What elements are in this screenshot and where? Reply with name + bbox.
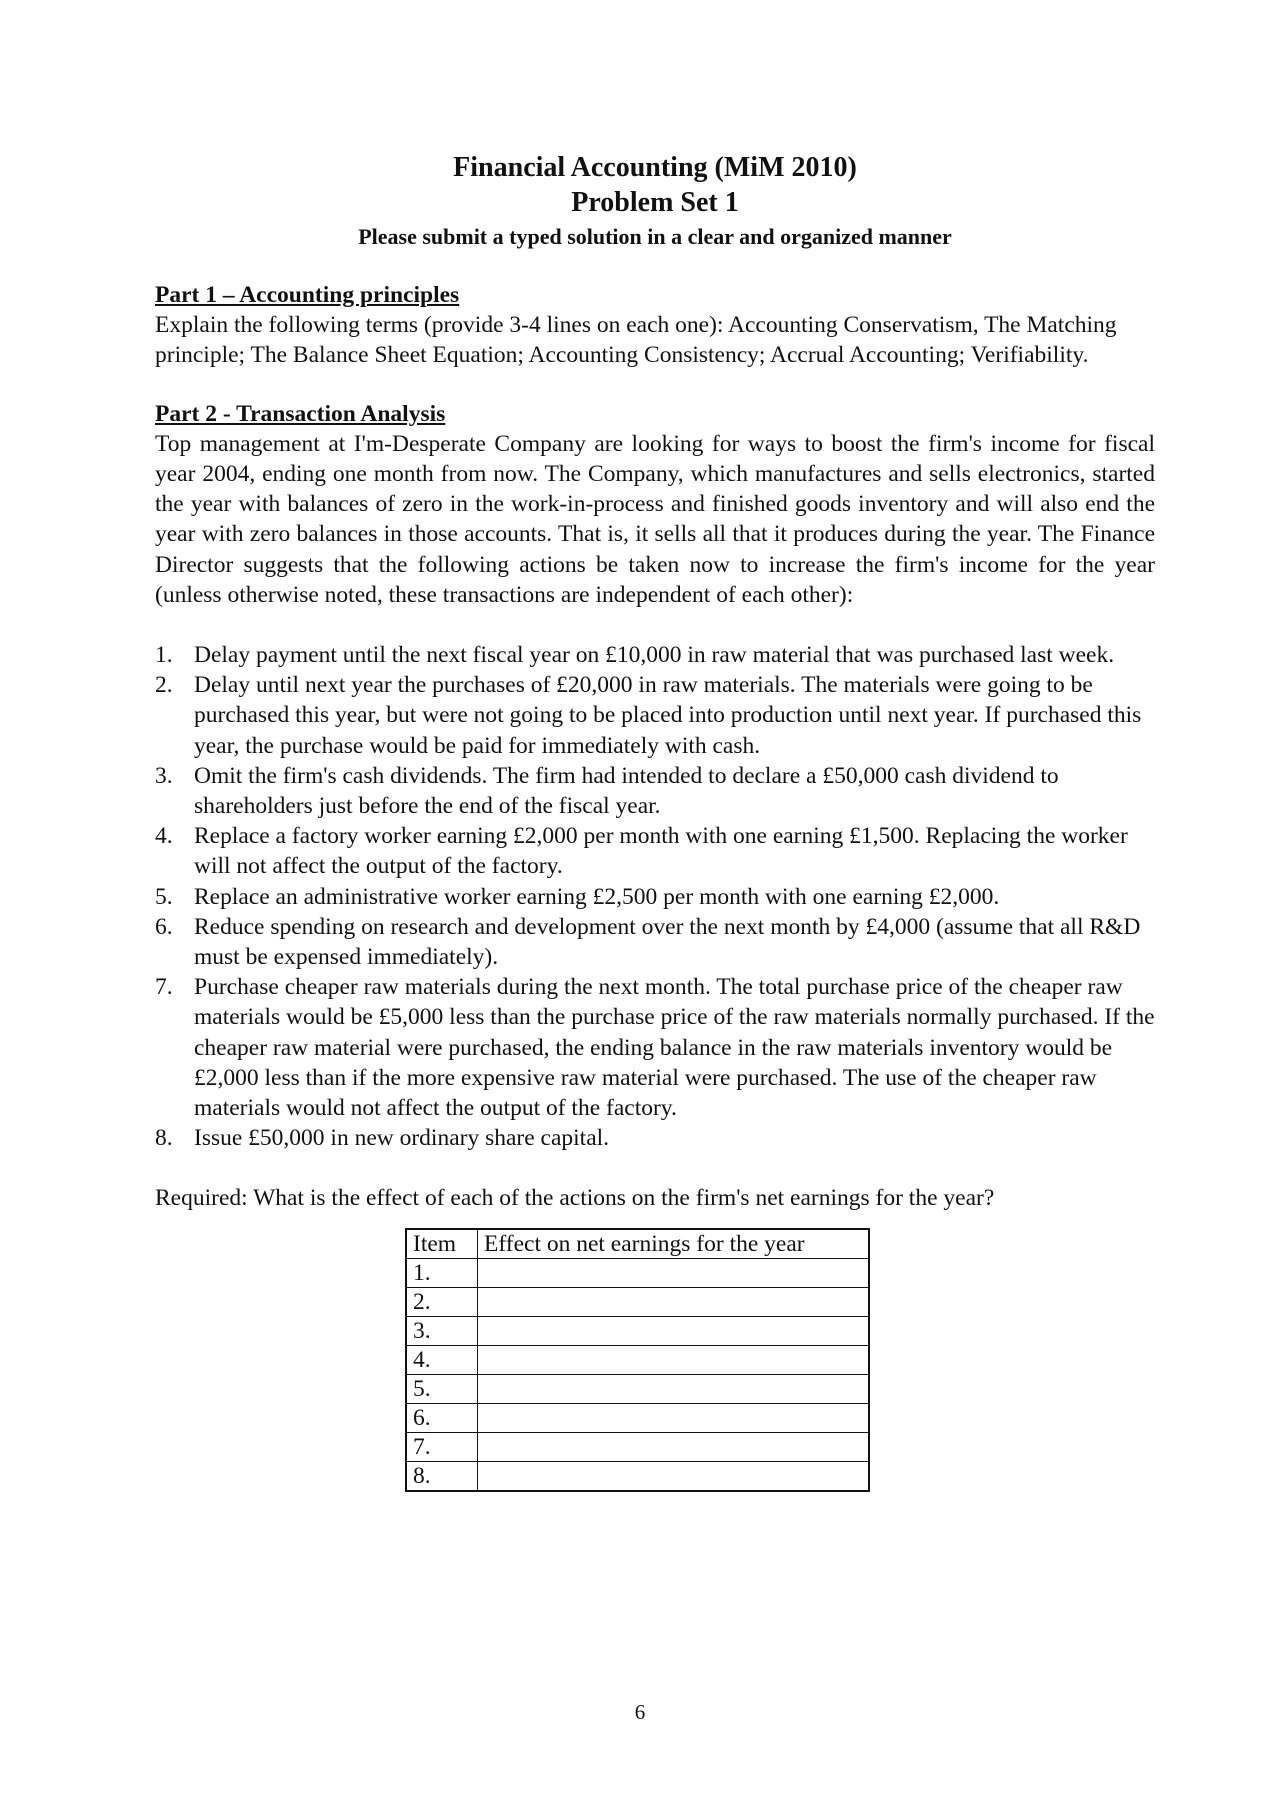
list-item	[155, 1123, 1155, 1153]
table-row	[406, 1345, 869, 1374]
table-header-item: Item	[406, 1229, 478, 1259]
list-item	[155, 640, 1155, 670]
table-row	[406, 1403, 869, 1432]
list-item-number: 2.	[155, 672, 173, 699]
table-cell-effect[interactable]	[478, 1345, 870, 1374]
table-row	[406, 1258, 869, 1287]
list-item-number: 1.	[155, 642, 173, 669]
list-item-text: Purchase cheaper raw materials during the next month. The total purchase price of the cheaper raw materials would be £5,000 less than the purchase price of the raw materials normally purchased. If the cheaper raw material were purchased, the ending balance in the raw materials inventory would be £2,000 less than if the more expensive raw material were purchased. The use of the cheaper raw materials would not affect the output of the factory.	[194, 974, 1155, 1122]
list-item-number: 7.	[155, 974, 173, 1001]
list-item-number: 8.	[155, 1125, 173, 1152]
page-number: 6	[634, 1700, 646, 1724]
submission-instruction: Please submit a typed solution in a clear and organized manner	[358, 224, 952, 249]
required-question: Required: What is the effect of each of the actions on the firm's net earnings for the year?	[155, 1185, 995, 1212]
part2-heading: Part 2 - Transaction Analysis	[155, 400, 446, 427]
table-cell-item: 2.	[406, 1287, 478, 1316]
table-header-effect: Effect on net earnings for the year	[478, 1229, 870, 1259]
table-row	[406, 1461, 869, 1491]
effects-table	[405, 1228, 870, 1492]
table-cell-item: 4.	[406, 1345, 478, 1374]
table-cell-item: 7.	[406, 1432, 478, 1461]
document-title: Financial Accounting (MiM 2010)	[453, 152, 857, 183]
table-cell-effect[interactable]	[478, 1432, 870, 1461]
table-header-row	[406, 1229, 869, 1259]
title-block	[155, 150, 1155, 252]
list-item	[155, 882, 1155, 912]
table-cell-effect[interactable]	[478, 1258, 870, 1287]
part1-text: Explain the following terms (provide 3-4 lines on each one): Accounting Conservatism, The Matching principle; The Balance Sheet Equation; Accounting Consistency; Accrual Accounting; Verifiability.	[155, 312, 1117, 369]
table-cell-item: 3.	[406, 1316, 478, 1345]
table-cell-effect[interactable]	[478, 1374, 870, 1403]
list-item-text: Delay payment until the next fiscal year on £10,000 in raw material that was purchased last week.	[194, 642, 1115, 669]
list-item	[155, 761, 1155, 821]
list-item	[155, 821, 1155, 881]
table-cell-item: 6.	[406, 1403, 478, 1432]
table-cell-effect[interactable]	[478, 1461, 870, 1491]
list-item-text: Replace an administrative worker earning £2,500 per month with one earning £2,000.	[194, 883, 1000, 910]
table-cell-effect[interactable]	[478, 1287, 870, 1316]
list-item-number: 5.	[155, 883, 173, 910]
list-item-number: 4.	[155, 823, 173, 850]
list-item	[155, 912, 1155, 972]
table-row	[406, 1374, 869, 1403]
list-item-text: Reduce spending on research and development over the next month by £4,000 (assume that all R&D must be expensed immediately).	[194, 913, 1141, 971]
table-cell-item: 1.	[406, 1258, 478, 1287]
list-item-text: Replace a factory worker earning £2,000 per month with one earning £1,500. Replacing the worker will not affect the output of the factory.	[194, 823, 1128, 880]
list-item-number: 6.	[155, 913, 173, 940]
part1-heading: Part 1 – Accounting principles	[155, 282, 460, 308]
actions-list	[155, 640, 1155, 1153]
list-item-text: Issue £50,000 in new ordinary share capital.	[194, 1125, 610, 1152]
list-item-text: Delay until next year the purchases of £20,000 in raw materials. The materials were going to be purchased this year, but were not going to be placed into production until next year. If purchased this year, the purchase would be paid for immediately with cash.	[194, 672, 1142, 759]
list-item-number: 3.	[155, 762, 173, 789]
document-subtitle: Problem Set 1	[571, 187, 739, 218]
table-row	[406, 1287, 869, 1316]
table-cell-item: 8.	[406, 1461, 478, 1491]
table-row	[406, 1316, 869, 1345]
list-item-text: Omit the firm's cash dividends. The firm had intended to declare a £50,000 cash dividend to shareholders just before the end of the fiscal year.	[194, 762, 1059, 820]
part2-text: Top management at I'm-Desperate Company are looking for ways to boost the firm's income for fiscal year 2004, ending one month from now. The Company, which manufactures and sells electronics, started the year with balances of zero in the work-in-process and finished goods inventory and will also end the year with zero balances in those accounts. That is, it sells all that it produces during the year. The Finance Director suggests that the following actions be taken now to increase the firm's income for the year (unless otherwise noted, these transactions are independent of each other):	[155, 430, 1155, 608]
table-cell-effect[interactable]	[478, 1403, 870, 1432]
document-page	[155, 150, 1155, 1492]
table-row	[406, 1432, 869, 1461]
list-item	[155, 972, 1155, 1123]
table-cell-item: 5.	[406, 1374, 478, 1403]
list-item	[155, 670, 1155, 761]
table-cell-effect[interactable]	[478, 1316, 870, 1345]
